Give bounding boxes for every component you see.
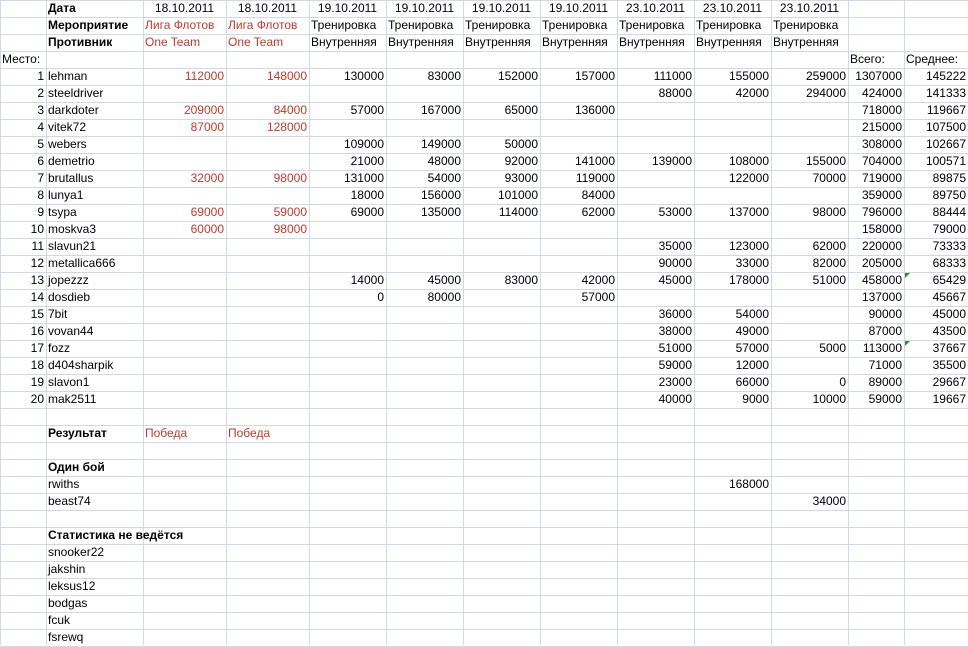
- event-label[interactable]: Мероприятие: [48, 18, 129, 32]
- score-cell[interactable]: 155000: [805, 154, 846, 168]
- place-cell[interactable]: 11: [31, 239, 44, 253]
- score-cell[interactable]: 32000: [190, 171, 224, 185]
- score-cell[interactable]: 84000: [273, 103, 307, 117]
- average-cell[interactable]: 100571: [925, 154, 966, 168]
- player-name[interactable]: dosdieb: [48, 290, 91, 304]
- average-cell[interactable]: 29667: [932, 375, 966, 389]
- score-cell[interactable]: 155000: [728, 69, 769, 83]
- score-cell[interactable]: 84000: [581, 188, 615, 202]
- average-cell[interactable]: 107500: [925, 120, 966, 134]
- average-cell[interactable]: 89750: [932, 188, 966, 202]
- score-cell[interactable]: 168000: [728, 477, 769, 491]
- average-cell[interactable]: 88444: [932, 205, 966, 219]
- score-cell[interactable]: 156000: [420, 188, 461, 202]
- date-label[interactable]: Дата: [48, 1, 76, 15]
- total-cell[interactable]: 359000: [861, 188, 902, 202]
- score-cell[interactable]: 259000: [805, 69, 846, 83]
- place-cell[interactable]: 15: [30, 307, 44, 321]
- opponent-cell[interactable]: One Team: [145, 35, 201, 49]
- score-cell[interactable]: 23000: [658, 375, 692, 389]
- score-cell[interactable]: 123000: [728, 239, 769, 253]
- row-gridline: [0, 578, 968, 579]
- row-gridline: [0, 629, 968, 630]
- row-gridline: [0, 306, 968, 307]
- comment-indicator-icon: [905, 273, 910, 278]
- date-cell[interactable]: 18.10.2011: [154, 1, 215, 15]
- total-cell[interactable]: 158000: [861, 222, 902, 236]
- result-cell[interactable]: Победа: [145, 426, 188, 440]
- player-name[interactable]: darkdoter: [48, 103, 99, 117]
- score-cell[interactable]: 152000: [497, 69, 538, 83]
- player-name[interactable]: mak2511: [48, 392, 97, 406]
- score-cell[interactable]: 98000: [273, 171, 307, 185]
- score-cell[interactable]: 112000: [184, 69, 224, 83]
- place-cell[interactable]: 9: [37, 205, 44, 219]
- score-cell[interactable]: 42000: [581, 273, 615, 287]
- average-cell[interactable]: 35500: [932, 358, 966, 372]
- score-cell[interactable]: 53000: [658, 205, 692, 219]
- score-cell[interactable]: 92000: [504, 154, 538, 168]
- score-cell[interactable]: 122000: [728, 171, 769, 185]
- score-cell[interactable]: 62000: [812, 239, 846, 253]
- score-cell[interactable]: 111000: [653, 69, 692, 83]
- score-cell[interactable]: 135000: [420, 205, 461, 219]
- place-cell[interactable]: 12: [30, 256, 44, 270]
- score-cell[interactable]: 42000: [735, 86, 769, 100]
- average-cell[interactable]: 145222: [925, 69, 966, 83]
- score-cell[interactable]: 87000: [190, 120, 224, 134]
- total-cell[interactable]: 308000: [861, 137, 902, 151]
- opponent-cell[interactable]: Внутренняя: [619, 35, 685, 49]
- place-cell[interactable]: 17: [30, 341, 44, 355]
- average-label[interactable]: Среднее:: [906, 52, 959, 66]
- date-cell[interactable]: 19.10.2011: [548, 1, 609, 15]
- score-cell[interactable]: 21000: [350, 154, 384, 168]
- event-cell[interactable]: Тренировка: [542, 18, 608, 32]
- player-name[interactable]: snooker22: [48, 545, 105, 559]
- average-cell[interactable]: 141333: [925, 86, 966, 100]
- score-cell[interactable]: 137000: [728, 205, 769, 219]
- place-cell[interactable]: 14: [30, 290, 44, 304]
- score-cell[interactable]: 34000: [812, 494, 846, 508]
- opponent-cell[interactable]: Внутренняя: [388, 35, 454, 49]
- player-name[interactable]: metallica666: [48, 256, 116, 270]
- total-cell[interactable]: 71000: [868, 358, 902, 372]
- player-name[interactable]: bodgas: [48, 596, 88, 610]
- player-name[interactable]: vitek72: [48, 120, 87, 134]
- player-name[interactable]: moskva3: [48, 222, 97, 236]
- score-cell[interactable]: 130000: [343, 69, 384, 83]
- total-cell[interactable]: 89000: [868, 375, 902, 389]
- total-cell[interactable]: 215000: [861, 120, 902, 134]
- player-name[interactable]: demetrio: [48, 154, 95, 168]
- score-cell[interactable]: 40000: [658, 392, 692, 406]
- score-cell[interactable]: 209000: [183, 103, 224, 117]
- player-name[interactable]: vovan44: [48, 324, 94, 338]
- total-cell[interactable]: 220000: [861, 239, 902, 253]
- score-cell[interactable]: 80000: [427, 290, 461, 304]
- date-cell[interactable]: 23.10.2011: [779, 1, 840, 15]
- score-cell[interactable]: 10000: [812, 392, 846, 406]
- place-label[interactable]: Место:: [2, 52, 41, 66]
- result-label[interactable]: Результат: [48, 426, 107, 440]
- score-cell[interactable]: 45000: [427, 273, 461, 287]
- score-cell[interactable]: 57000: [735, 341, 769, 355]
- opponent-label[interactable]: Противник: [48, 35, 113, 49]
- score-cell[interactable]: 51000: [812, 273, 846, 287]
- score-cell[interactable]: 167000: [420, 103, 461, 117]
- average-cell[interactable]: 65429: [932, 273, 966, 287]
- total-cell[interactable]: 1307000: [855, 69, 902, 83]
- score-cell[interactable]: 0: [839, 375, 846, 389]
- total-cell[interactable]: 137000: [861, 290, 902, 304]
- total-cell[interactable]: 59000: [868, 392, 902, 406]
- event-cell[interactable]: Тренировка: [619, 18, 685, 32]
- score-cell[interactable]: 35000: [658, 239, 692, 253]
- average-cell[interactable]: 68333: [932, 256, 966, 270]
- column-gridline: [540, 0, 541, 645]
- score-cell[interactable]: 51000: [658, 341, 692, 355]
- score-cell[interactable]: 82000: [812, 256, 846, 270]
- score-cell[interactable]: 54000: [427, 171, 461, 185]
- score-cell[interactable]: 60000: [190, 222, 224, 236]
- score-cell[interactable]: 57000: [350, 103, 384, 117]
- date-cell[interactable]: 18.10.2011: [237, 1, 298, 15]
- score-cell[interactable]: 50000: [504, 137, 538, 151]
- player-name[interactable]: rwiths: [48, 477, 80, 491]
- score-cell[interactable]: 88000: [658, 86, 692, 100]
- row-gridline: [0, 442, 968, 443]
- score-cell[interactable]: 48000: [427, 154, 461, 168]
- row-gridline: [0, 544, 968, 545]
- score-cell[interactable]: 38000: [658, 324, 692, 338]
- total-cell[interactable]: 424000: [861, 86, 902, 100]
- date-cell[interactable]: 19.10.2011: [394, 1, 455, 15]
- opponent-cell[interactable]: Внутренняя: [465, 35, 531, 49]
- row-gridline: [0, 51, 968, 52]
- total-cell[interactable]: 458000: [861, 273, 902, 287]
- column-gridline: [226, 0, 227, 645]
- row-gridline: [0, 323, 968, 324]
- score-cell[interactable]: 36000: [658, 307, 692, 321]
- opponent-cell[interactable]: Внутренняя: [773, 35, 839, 49]
- date-cell[interactable]: 23.10.2011: [625, 1, 686, 15]
- score-cell[interactable]: 108000: [728, 154, 769, 168]
- total-cell[interactable]: 87000: [868, 324, 902, 338]
- row-gridline: [0, 289, 968, 290]
- player-name[interactable]: slavun21: [48, 239, 97, 253]
- place-cell[interactable]: 20: [30, 392, 44, 406]
- score-cell[interactable]: 0: [377, 290, 384, 304]
- row-gridline: [0, 612, 968, 613]
- score-cell[interactable]: 9000: [742, 392, 769, 406]
- event-cell[interactable]: Тренировка: [696, 18, 762, 32]
- average-cell[interactable]: 119667: [926, 103, 966, 117]
- score-cell[interactable]: 59000: [658, 358, 692, 372]
- score-cell[interactable]: 141000: [574, 154, 615, 168]
- place-cell[interactable]: 6: [37, 154, 44, 168]
- row-gridline: [0, 408, 968, 409]
- result-cell[interactable]: Победа: [228, 426, 271, 440]
- score-cell[interactable]: 54000: [735, 307, 769, 321]
- player-name[interactable]: webers: [48, 137, 87, 151]
- player-name[interactable]: fcuk: [48, 613, 71, 627]
- player-name[interactable]: jopezzz: [48, 273, 89, 287]
- score-cell[interactable]: 90000: [658, 256, 692, 270]
- score-cell[interactable]: 33000: [735, 256, 769, 270]
- player-name[interactable]: slavon1: [48, 375, 90, 389]
- score-cell[interactable]: 101000: [497, 188, 538, 202]
- average-cell[interactable]: 102667: [925, 137, 966, 151]
- event-cell[interactable]: Тренировка: [388, 18, 454, 32]
- score-cell[interactable]: 18000: [350, 188, 384, 202]
- total-cell[interactable]: 719000: [861, 171, 902, 185]
- score-cell[interactable]: 148000: [266, 69, 307, 83]
- score-cell[interactable]: 119000: [575, 171, 615, 185]
- event-cell[interactable]: Тренировка: [465, 18, 531, 32]
- place-cell[interactable]: 1: [37, 69, 44, 83]
- score-cell[interactable]: 98000: [812, 205, 846, 219]
- place-cell[interactable]: 19: [30, 375, 44, 389]
- date-cell[interactable]: 19.10.2011: [317, 1, 378, 15]
- score-cell[interactable]: 109000: [343, 137, 384, 151]
- player-name[interactable]: brutallus: [48, 171, 94, 185]
- player-name[interactable]: tsypa: [48, 205, 77, 219]
- player-name[interactable]: fozz: [48, 341, 71, 355]
- row-gridline: [0, 459, 968, 460]
- total-cell[interactable]: 718000: [861, 103, 902, 117]
- row-gridline: [0, 561, 968, 562]
- place-cell[interactable]: 18: [30, 358, 44, 372]
- score-cell[interactable]: 65000: [504, 103, 538, 117]
- score-cell[interactable]: 57000: [581, 290, 615, 304]
- average-cell[interactable]: 45667: [932, 290, 966, 304]
- score-cell[interactable]: 136000: [574, 103, 615, 117]
- place-cell[interactable]: 4: [37, 120, 44, 134]
- row-gridline: [0, 595, 968, 596]
- column-gridline: [143, 0, 144, 645]
- event-cell[interactable]: Тренировка: [773, 18, 839, 32]
- score-cell[interactable]: 114000: [498, 205, 538, 219]
- total-label[interactable]: Всего:: [850, 52, 885, 66]
- player-name[interactable]: leksus12: [48, 579, 96, 593]
- row-gridline: [0, 510, 968, 511]
- score-cell[interactable]: 70000: [812, 171, 846, 185]
- total-cell[interactable]: 90000: [868, 307, 902, 321]
- place-cell[interactable]: 16: [30, 324, 44, 338]
- row-gridline: [0, 357, 968, 358]
- score-cell[interactable]: 98000: [273, 222, 307, 236]
- average-cell[interactable]: 37667: [932, 341, 966, 355]
- place-cell[interactable]: 13: [30, 273, 44, 287]
- opponent-cell[interactable]: Внутренняя: [696, 35, 762, 49]
- average-cell[interactable]: 45000: [932, 307, 966, 321]
- score-cell[interactable]: 49000: [735, 324, 769, 338]
- place-cell[interactable]: 8: [37, 188, 44, 202]
- score-cell[interactable]: 139000: [651, 154, 692, 168]
- comment-indicator-icon: [905, 341, 910, 346]
- row-gridline: [0, 476, 968, 477]
- opponent-cell[interactable]: One Team: [228, 35, 284, 49]
- score-cell[interactable]: 14000: [350, 273, 384, 287]
- column-gridline: [309, 0, 310, 645]
- score-cell[interactable]: 59000: [273, 205, 307, 219]
- average-cell[interactable]: 79000: [932, 222, 966, 236]
- player-name[interactable]: jakshin: [48, 562, 86, 576]
- column-gridline: [386, 0, 387, 645]
- single-battle-label[interactable]: Один бой: [48, 460, 105, 474]
- player-name[interactable]: 7bit: [48, 307, 68, 321]
- total-cell[interactable]: 796000: [861, 205, 902, 219]
- score-cell[interactable]: 45000: [658, 273, 692, 287]
- score-cell[interactable]: 66000: [735, 375, 769, 389]
- score-cell[interactable]: 83000: [427, 69, 461, 83]
- event-cell[interactable]: Лига Флотов: [145, 18, 215, 32]
- score-cell[interactable]: 131000: [343, 171, 384, 185]
- total-cell[interactable]: 704000: [861, 154, 902, 168]
- total-cell[interactable]: 205000: [861, 256, 902, 270]
- score-cell[interactable]: 69000: [190, 205, 224, 219]
- opponent-cell[interactable]: Внутренняя: [311, 35, 377, 49]
- player-name[interactable]: d404sharpik: [48, 358, 114, 372]
- score-cell[interactable]: 12000: [735, 358, 769, 372]
- score-cell[interactable]: 294000: [805, 86, 846, 100]
- score-cell[interactable]: 93000: [504, 171, 538, 185]
- date-cell[interactable]: 19.10.2011: [471, 1, 532, 15]
- date-cell[interactable]: 23.10.2011: [702, 1, 763, 15]
- place-cell[interactable]: 7: [37, 171, 44, 185]
- opponent-cell[interactable]: Внутренняя: [542, 35, 608, 49]
- player-name[interactable]: lehman: [48, 69, 88, 83]
- player-name[interactable]: lunya1: [48, 188, 84, 202]
- score-cell[interactable]: 83000: [504, 273, 538, 287]
- player-name[interactable]: fsrewq: [48, 630, 84, 644]
- average-cell[interactable]: 89875: [932, 171, 966, 185]
- score-cell[interactable]: 128000: [266, 120, 307, 134]
- average-cell[interactable]: 73333: [932, 239, 966, 253]
- score-cell[interactable]: 149000: [420, 137, 461, 151]
- average-cell[interactable]: 43500: [932, 324, 966, 338]
- total-cell[interactable]: 113000: [862, 341, 902, 355]
- place-cell[interactable]: 5: [37, 137, 44, 151]
- score-cell[interactable]: 62000: [581, 205, 615, 219]
- player-name[interactable]: beast74: [48, 494, 91, 508]
- place-cell[interactable]: 3: [37, 103, 44, 117]
- score-cell[interactable]: 178000: [728, 273, 769, 287]
- event-cell[interactable]: Тренировка: [311, 18, 377, 32]
- score-cell[interactable]: 69000: [350, 205, 384, 219]
- place-cell[interactable]: 10: [30, 222, 44, 236]
- place-cell[interactable]: 2: [37, 86, 44, 100]
- column-gridline: [463, 0, 464, 645]
- average-cell[interactable]: 19667: [932, 392, 966, 406]
- score-cell[interactable]: 157000: [574, 69, 615, 83]
- score-cell[interactable]: 5000: [819, 341, 846, 355]
- no-stats-label[interactable]: Статистика не ведётся: [48, 528, 184, 542]
- event-cell[interactable]: Лига Флотов: [228, 18, 298, 32]
- player-name[interactable]: steeldriver: [48, 86, 104, 100]
